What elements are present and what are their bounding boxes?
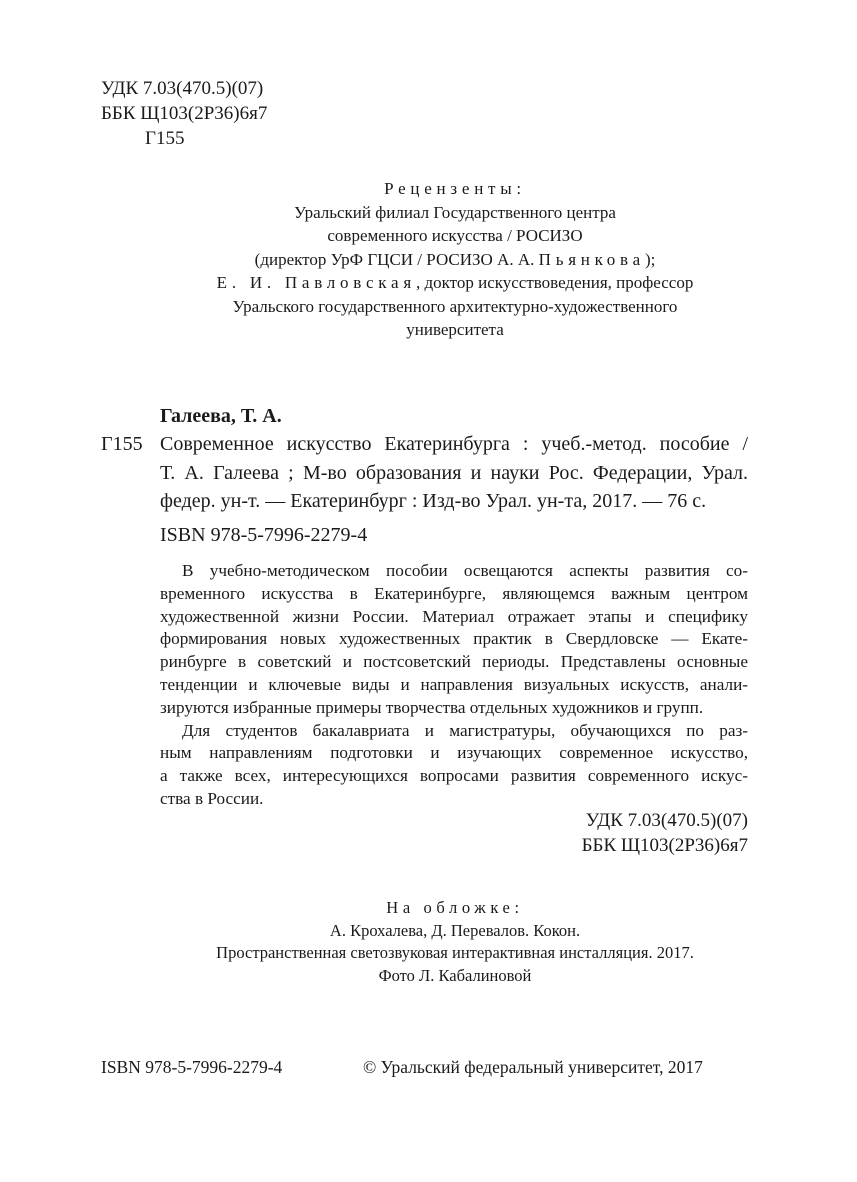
reviewer-director-name: Пьянкова bbox=[538, 249, 645, 269]
abstract-line: ринбурге в советский и постсоветский периоды. Представлены основные bbox=[160, 652, 748, 672]
cover-line: Пространственная светозвуковая интерактивная инсталляция. 2017. bbox=[216, 943, 694, 962]
reviewer-line bbox=[150, 248, 760, 272]
cover-heading: На обложке: bbox=[386, 898, 524, 917]
cover-credit bbox=[150, 897, 760, 987]
footer-isbn: ISBN 978-5-7996-2279-4 bbox=[101, 1057, 283, 1077]
bibliography-description bbox=[160, 430, 748, 516]
abstract bbox=[160, 560, 748, 811]
bibliography-line: Т. А. Галеева ; М-во образования и науки Рос. Федерации, Урал. bbox=[160, 461, 748, 484]
classification-block-top bbox=[101, 76, 267, 151]
bibliography-line: Современное искусство Екатеринбурга : учеб.-метод. пособие / bbox=[160, 433, 748, 455]
abstract-line: зируются избранные примеры творчества отдельных художников и групп. bbox=[160, 697, 704, 717]
reviewer-line: Уральского государственного архитектурно-художественного bbox=[232, 296, 678, 316]
reviewers-block bbox=[150, 177, 760, 342]
udk-code: УДК 7.03(470.5)(07) bbox=[101, 78, 264, 99]
bbk-code: ББК Щ103(2Р36)6я7 bbox=[101, 103, 268, 124]
reviewer-line: университета bbox=[406, 320, 504, 339]
reviewer-line: Уральский филиал Государственного центра bbox=[294, 202, 616, 222]
abstract-line: ным направлениям подготовки и изучающих современное искусство, bbox=[160, 743, 748, 763]
reviewer-line bbox=[150, 271, 760, 295]
abstract-line: ства в России. bbox=[160, 788, 264, 808]
abstract-line: а также всех, интересующихся вопросами развития современного искус- bbox=[160, 766, 748, 786]
bibliography-author: Галеева, Т. А. bbox=[160, 405, 282, 427]
abstract-line: художественной жизни России. Материал отражает этапы и специфику bbox=[160, 606, 748, 626]
reviewer-line-end: ); bbox=[644, 249, 656, 269]
reviewer-title: , доктор искусствоведения, профессор bbox=[415, 273, 694, 292]
abstract-line: временного искусства в Екатеринбурге, являющемся важным центром bbox=[160, 583, 748, 603]
cover-line: Фото Л. Кабалиновой bbox=[378, 965, 532, 985]
copyright: © Уральский федеральный университет, 2017 bbox=[363, 1057, 703, 1077]
reviewer-line: современного искусства / РОСИЗО bbox=[327, 226, 583, 245]
reviewers-heading: Рецензенты: bbox=[384, 179, 526, 198]
abstract-line: тенденции и ключевые виды и направления визуальных искусств, анали- bbox=[160, 674, 748, 694]
bibliography-code: Г155 bbox=[101, 433, 143, 455]
classification-block-bottom bbox=[460, 808, 748, 858]
bbk-code: ББК Щ103(2Р36)6я7 bbox=[581, 835, 748, 856]
abstract-line: формирования новых художественных практик в Свердловске — Екате- bbox=[160, 629, 748, 649]
reviewer-director-text: (директор УрФ ГЦСИ / РОСИЗО А. А. bbox=[254, 249, 539, 269]
cover-line: А. Крохалева, Д. Перевалов. Кокон. bbox=[329, 920, 581, 940]
abstract-line: Для студентов бакалавриата и магистратуры, обучающихся по раз- bbox=[182, 720, 748, 740]
bibliography-line: федер. ун-т. — Екатеринбург : Изд-во Урал. ун-та, 2017. — 76 с. bbox=[160, 490, 707, 512]
bibliography-isbn: ISBN 978-5-7996-2279-4 bbox=[160, 524, 368, 546]
reviewer-name: Е. И. Павловская bbox=[216, 273, 416, 292]
udk-code: УДК 7.03(470.5)(07) bbox=[585, 810, 748, 831]
abstract-line: В учебно-методическом пособии освещаются аспекты развития со- bbox=[182, 561, 748, 580]
author-mark: Г155 bbox=[145, 128, 185, 149]
